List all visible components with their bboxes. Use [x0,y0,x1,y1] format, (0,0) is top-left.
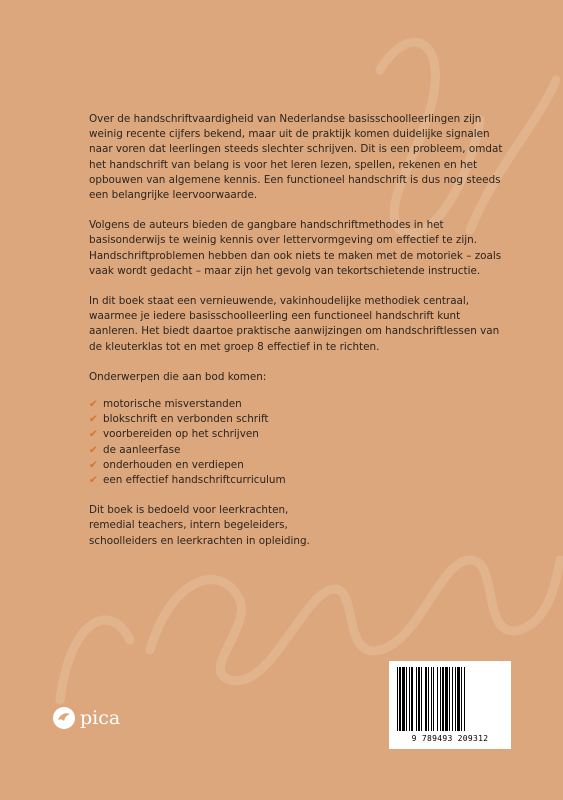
list-item: ✔ de aanleerfase [89,443,509,458]
checkmark-icon: ✔ [89,413,98,426]
isbn-number: 9 789493 209312 [411,734,489,743]
book-paragraph: In dit boek staat een vernieuwende, vakinhoudelijke methodiek centraal, waarmee je iedere basisschoolleerling een functioneel handschrift kunt aanleren. Het biedt daartoe praktische aanwijzingen om handschriftlessen van de kleuterklas tot en met groep 8 effectief in te richten. [89,295,500,353]
checkmark-icon: ✔ [89,398,98,411]
checkmark-icon: ✔ [89,443,98,456]
checkmark-icon: ✔ [89,428,98,441]
barcode-bars [397,667,503,731]
list-item: ✔ onderhouden en verdiepen [89,458,509,473]
publisher-logo [52,706,120,730]
checkmark-icon: ✔ [89,458,98,471]
publisher-name: pica [80,707,121,729]
topics-intro: Onderwerpen die aan bod komen: [89,370,267,383]
topics-list [89,397,509,488]
back-cover-text [89,112,509,564]
barcode [389,661,511,749]
list-item: ✔ voorbereiden op het schrijven [89,427,509,442]
list-item: ✔ een effectief handschriftcurriculum [89,473,509,488]
audience-paragraph: Dit boek is bedoeld voor leerkrachten, remedial teachers, intern begeleiders, schoolleiders en leerkrachten in opleiding. [89,504,310,547]
pica-bird-icon [52,706,76,730]
checkmark-icon: ✔ [89,474,98,487]
intro-paragraph: Over de handschriftvaardigheid van Nederlandse basisschoolleerlingen zijn weinig recente cijfers bekend, maar uit de praktijk komen duidelijke signalen naar voren dat leerlingen steeds slechter schrijven. Dit is een probleem, omdat het handschrift van belang is voor het leren lezen, spellen, rekenen en het opbouwen van algemene kennis. Een functioneel handschrift is dus nog steeds een belangrijke leervoorwaarde. [89,113,503,202]
list-item: ✔ motorische misverstanden [89,397,509,412]
list-item: ✔ blokschrift en verbonden schrift [89,412,509,427]
methods-paragraph: Volgens de auteurs bieden de gangbare handschriftmethodes in het basisonderwijs te weinig kennis over lettervormgeving om effectief te zijn. Handschriftproblemen hebben dan ook niets te maken met de motoriek – zoals vaak wordt gedacht – maar zijn het gevolg van tekortschietende instructie. [89,219,502,277]
